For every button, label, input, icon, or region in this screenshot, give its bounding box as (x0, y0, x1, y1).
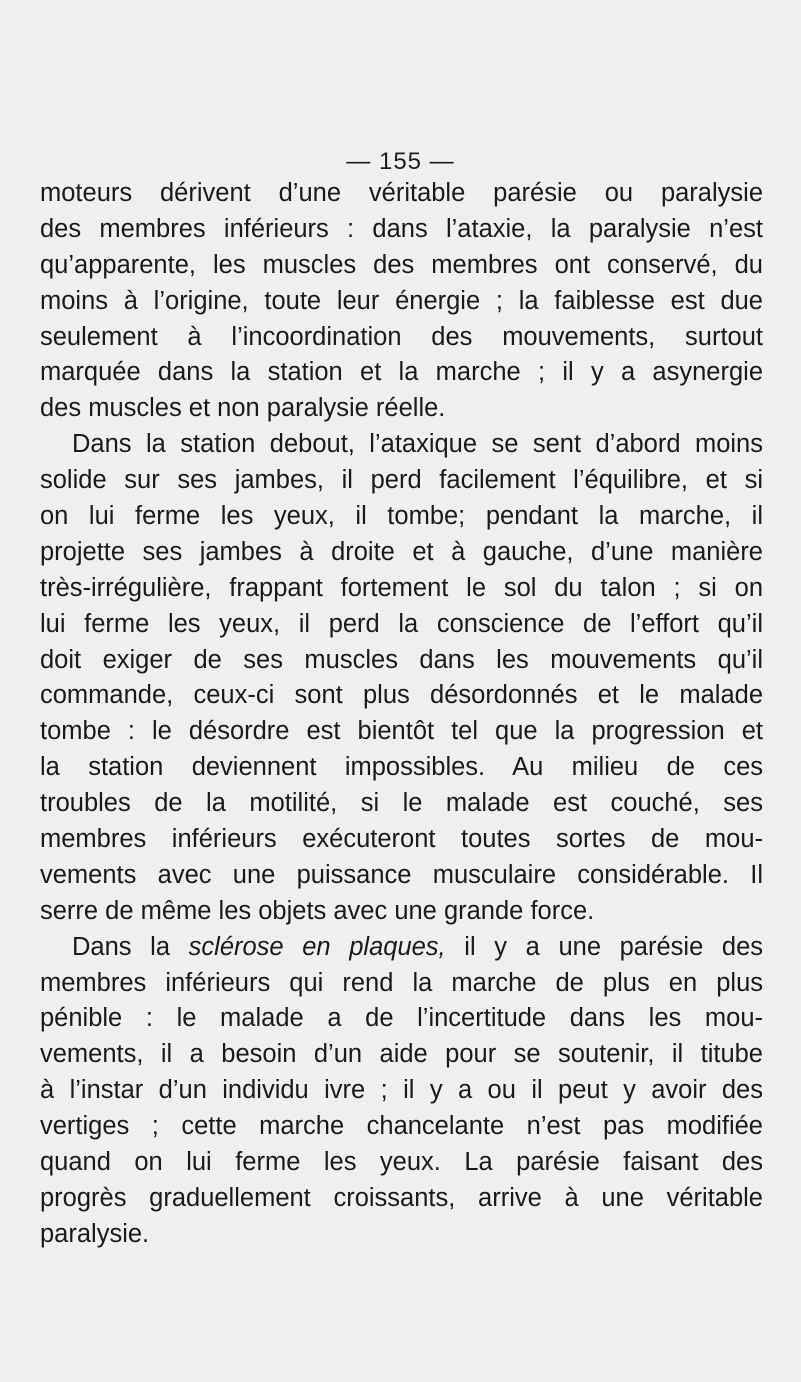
text-segment: il y a une parésie des (464, 932, 764, 961)
text-line: on lui ferme les yeux, il tombe; pendant la marche, il (40, 502, 763, 531)
text-line: qu’apparente, les muscles des membres ont conservé, du (40, 250, 763, 279)
text-segment: Dans la (72, 932, 171, 961)
text-line: quand on lui ferme les yeux. La parésie faisant des (40, 1148, 763, 1177)
text-line: membres inférieurs exécuteront toutes sortes de mou- (40, 825, 763, 854)
text-line: serre de même les objets avec une grande force. (40, 896, 595, 925)
text-line: seulement à l’incoordination des mouvements, surtout (40, 322, 763, 351)
text-line: vements, il a besoin d’un aide pour se soutenir, il titube (40, 1040, 763, 1069)
page-number: — 155 — (346, 148, 455, 175)
text-line: troubles de la motilité, si le malade est couché, ses (40, 789, 763, 818)
text-line: doit exiger de ses muscles dans les mouvements qu’il (40, 645, 763, 674)
text-line-mixed (40, 930, 763, 966)
text-line: paralysie. (40, 1219, 150, 1248)
text-line: la station deviennent impossibles. Au milieu de ces (40, 753, 763, 782)
text-line: des membres inférieurs : dans l’ataxie, la paralysie n’est (40, 214, 763, 243)
text-line: très-irrégulière, frappant fortement le sol du talon ; si on (40, 573, 763, 602)
text-line: pénible : le malade a de l’incertitude dans les mou- (40, 1004, 763, 1033)
text-line: moteurs dérivent d’une véritable parésie ou paralysie (40, 179, 763, 207)
italic-term: sclérose en plaques, (188, 932, 446, 961)
text-line: tombe : le désordre est bientôt tel que la progression et (40, 717, 763, 746)
body-text (40, 176, 763, 1253)
text-line: Dans la station debout, l’ataxique se sent d’abord moins (72, 430, 763, 459)
text-line: moins à l’origine, toute leur énergie ; la faiblesse est due (40, 286, 763, 315)
text-line: commande, ceux-ci sont plus désordonnés et le malade (40, 681, 763, 710)
text-line: vements avec une puissance musculaire considérable. Il (40, 860, 763, 889)
text-line: à l’instar d’un individu ivre ; il y a ou il peut y avoir des (40, 1076, 763, 1105)
text-line: des muscles et non paralysie réelle. (40, 394, 446, 423)
text-line: lui ferme les yeux, il perd la conscience de l’effort qu’il (40, 609, 763, 638)
text-line: solide sur ses jambes, il perd facilement l’équilibre, et si (40, 466, 763, 495)
text-line: projette ses jambes à droite et à gauche, d’une manière (40, 537, 763, 566)
text-line: membres inférieurs qui rend la marche de plus en plus (40, 968, 763, 997)
text-line: vertiges ; cette marche chancelante n’est pas modifiée (40, 1112, 763, 1141)
text-line: marquée dans la station et la marche ; il y a asynergie (40, 358, 763, 387)
text-line: progrès graduellement croissants, arrive à une véritable (40, 1183, 763, 1212)
